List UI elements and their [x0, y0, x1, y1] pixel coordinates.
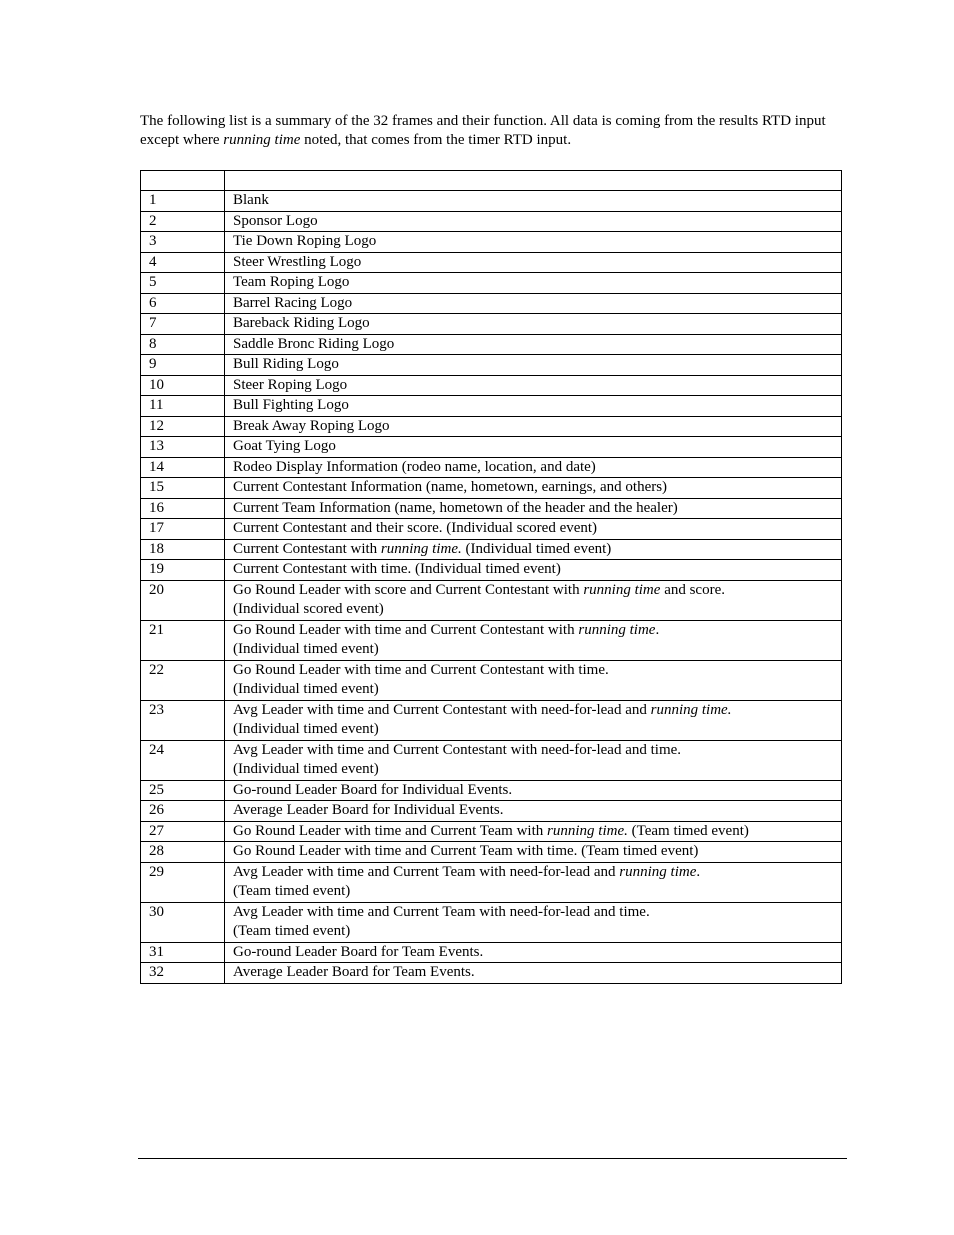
description-text: Break Away Roping Logo — [233, 417, 390, 434]
frame-description — [225, 620, 842, 660]
description-text: Go Round Leader with score and Current Contestant with — [233, 581, 584, 598]
frame-number: 21 — [141, 620, 225, 660]
frame-description — [225, 660, 842, 700]
table-row — [141, 842, 842, 863]
description-text: (Individual timed event) — [233, 721, 379, 737]
frame-number: 31 — [141, 942, 225, 963]
table-row — [141, 396, 842, 417]
description-text: Avg Leader with time and Current Team with need-for-lead and — [233, 863, 620, 880]
description-italic-text: running time — [583, 581, 661, 598]
description-text: Current Contestant with — [233, 540, 381, 557]
description-text: Go Round Leader with time and Current Team with — [233, 822, 548, 839]
frame-description — [225, 862, 842, 902]
table-row — [141, 821, 842, 842]
table-row — [141, 334, 842, 355]
table-row — [141, 211, 842, 232]
frame-description — [225, 963, 842, 984]
frame-number: 26 — [141, 801, 225, 822]
frame-number: 27 — [141, 821, 225, 842]
description-text: Current Team Information (name, hometown of the header and the healer) — [233, 499, 678, 516]
frame-number: 7 — [141, 314, 225, 335]
description-text: Go-round Leader Board for Individual Events. — [233, 781, 513, 798]
description-italic-text: running time. — [380, 540, 462, 557]
description-text: Current Contestant and their score. (Individual scored event) — [233, 520, 598, 536]
frame-number: 8 — [141, 334, 225, 355]
frame-number: 10 — [141, 375, 225, 396]
description-text: (Individual timed event) — [233, 641, 379, 657]
frames-table-body — [141, 191, 842, 984]
description-italic-text: running time. — [650, 701, 732, 718]
intro-italic: running time — [223, 132, 301, 148]
table-row — [141, 780, 842, 801]
table-row — [141, 457, 842, 478]
frame-number: 6 — [141, 293, 225, 314]
frame-number: 1 — [141, 191, 225, 212]
frame-description — [225, 821, 842, 842]
table-header-row — [141, 171, 842, 191]
frame-number: 25 — [141, 780, 225, 801]
description-text: (Team timed event) — [233, 883, 351, 899]
description-text: Go-round Leader Board for Team Events. — [233, 943, 484, 960]
description-text: Avg Leader with time and Current Contestant with need-for-lead and — [233, 701, 651, 718]
description-text: Current Contestant Information (name, hometown, earnings, and others) — [233, 479, 668, 495]
table-row — [141, 519, 842, 540]
frame-number: 29 — [141, 862, 225, 902]
frame-number: 19 — [141, 560, 225, 581]
frame-number: 11 — [141, 396, 225, 417]
description-text: (Individual timed event) — [461, 540, 612, 557]
description-italic-text: running time — [578, 621, 656, 638]
table-row — [141, 498, 842, 519]
header-frame-function — [225, 171, 842, 191]
table-row — [141, 942, 842, 963]
frame-description — [225, 211, 842, 232]
description-text: Barrel Racing Logo — [233, 294, 353, 311]
frame-description — [225, 273, 842, 294]
frame-description — [225, 780, 842, 801]
frame-description — [225, 457, 842, 478]
table-row — [141, 660, 842, 700]
frame-description — [225, 232, 842, 253]
intro-text-2: noted, that comes from the timer RTD input. — [300, 132, 572, 148]
frame-description — [225, 437, 842, 458]
description-text: Sponsor Logo — [233, 212, 318, 229]
description-text: Go Round Leader with time and Current Contestant with — [233, 621, 579, 638]
frame-description — [225, 252, 842, 273]
frame-number: 22 — [141, 660, 225, 700]
description-text: Avg Leader with time and Current Team with need-for-lead and time. — [233, 903, 650, 920]
table-row — [141, 375, 842, 396]
table-row — [141, 437, 842, 458]
description-italic-text: running time. — [547, 822, 628, 839]
description-text: Average Leader Board for Individual Events. — [233, 802, 504, 818]
table-row — [141, 293, 842, 314]
header-frame-number — [141, 171, 225, 191]
table-row — [141, 416, 842, 437]
frame-description — [225, 314, 842, 335]
description-text: Goat Tying Logo — [233, 438, 336, 454]
frame-number: 15 — [141, 478, 225, 499]
description-text: Bareback Riding Logo — [233, 315, 370, 331]
frame-number: 20 — [141, 580, 225, 620]
frame-number: 4 — [141, 252, 225, 273]
description-text: Blank — [233, 192, 269, 208]
description-text: Tie Down Roping Logo — [233, 233, 377, 249]
frame-description — [225, 801, 842, 822]
frame-description — [225, 539, 842, 560]
table-row — [141, 560, 842, 581]
frame-description — [225, 700, 842, 740]
description-text: Go Round Leader with time and Current Team with time. (Team timed event) — [233, 843, 699, 859]
frame-number: 5 — [141, 273, 225, 294]
table-row — [141, 191, 842, 212]
frame-description — [225, 560, 842, 581]
frame-description — [225, 580, 842, 620]
description-text: (Individual scored event) — [233, 601, 384, 617]
frame-number: 16 — [141, 498, 225, 519]
description-text: . — [696, 863, 701, 880]
frame-number: 24 — [141, 740, 225, 780]
intro-paragraph — [140, 112, 840, 150]
frame-description — [225, 355, 842, 376]
frame-number: 23 — [141, 700, 225, 740]
frame-number: 9 — [141, 355, 225, 376]
table-row — [141, 700, 842, 740]
description-text: . — [655, 621, 660, 638]
frame-number: 14 — [141, 457, 225, 478]
description-text: Go Round Leader with time and Current Contestant with time. — [233, 661, 609, 678]
table-row — [141, 252, 842, 273]
description-text: (Individual timed event) — [233, 761, 379, 777]
description-text: (Individual timed event) — [233, 681, 379, 697]
description-text: Team Roping Logo — [233, 274, 350, 290]
table-row — [141, 355, 842, 376]
description-text: Steer Roping Logo — [233, 376, 348, 393]
frames-table — [140, 170, 842, 984]
table-row — [141, 902, 842, 942]
description-text: Bull Fighting Logo — [233, 397, 349, 413]
frame-description — [225, 293, 842, 314]
table-row — [141, 232, 842, 253]
frame-number: 32 — [141, 963, 225, 984]
table-row — [141, 478, 842, 499]
table-row — [141, 740, 842, 780]
table-row — [141, 862, 842, 902]
frame-description — [225, 478, 842, 499]
frame-description — [225, 498, 842, 519]
description-text: Steer Wrestling Logo — [233, 253, 362, 270]
frame-description — [225, 396, 842, 417]
frame-number: 28 — [141, 842, 225, 863]
frame-description — [225, 375, 842, 396]
frame-number: 12 — [141, 416, 225, 437]
frame-number: 2 — [141, 211, 225, 232]
frame-description — [225, 416, 842, 437]
description-text: Current Contestant with time. (Individual timed event) — [233, 561, 561, 577]
frame-description — [225, 740, 842, 780]
frame-number: 18 — [141, 539, 225, 560]
intro-text-1: The following list is a summary of the 32 frames and their function. All data is coming from the results RTD input except where — [140, 113, 826, 148]
frame-number: 3 — [141, 232, 225, 253]
frame-number: 13 — [141, 437, 225, 458]
frame-description — [225, 519, 842, 540]
description-text: (Team timed event) — [627, 822, 749, 839]
table-row — [141, 314, 842, 335]
frame-description — [225, 902, 842, 942]
frame-description — [225, 191, 842, 212]
description-text: (Team timed event) — [233, 923, 351, 939]
table-row — [141, 963, 842, 984]
table-row — [141, 273, 842, 294]
frame-description — [225, 942, 842, 963]
description-text: Saddle Bronc Riding Logo — [233, 335, 395, 352]
table-row — [141, 580, 842, 620]
description-text: Rodeo Display Information (rodeo name, location, and date) — [233, 458, 596, 475]
frame-number: 30 — [141, 902, 225, 942]
description-text: Avg Leader with time and Current Contestant with need-for-lead and time. — [233, 741, 682, 758]
description-italic-text: running time — [619, 863, 697, 880]
frame-description — [225, 334, 842, 355]
footer-rule — [138, 1158, 847, 1159]
table-row — [141, 801, 842, 822]
table-row — [141, 620, 842, 660]
description-text: and score. — [660, 581, 725, 598]
table-row — [141, 539, 842, 560]
frame-number: 17 — [141, 519, 225, 540]
description-text: Bull Riding Logo — [233, 356, 339, 372]
description-text: Average Leader Board for Team Events. — [233, 964, 475, 980]
frame-description — [225, 842, 842, 863]
